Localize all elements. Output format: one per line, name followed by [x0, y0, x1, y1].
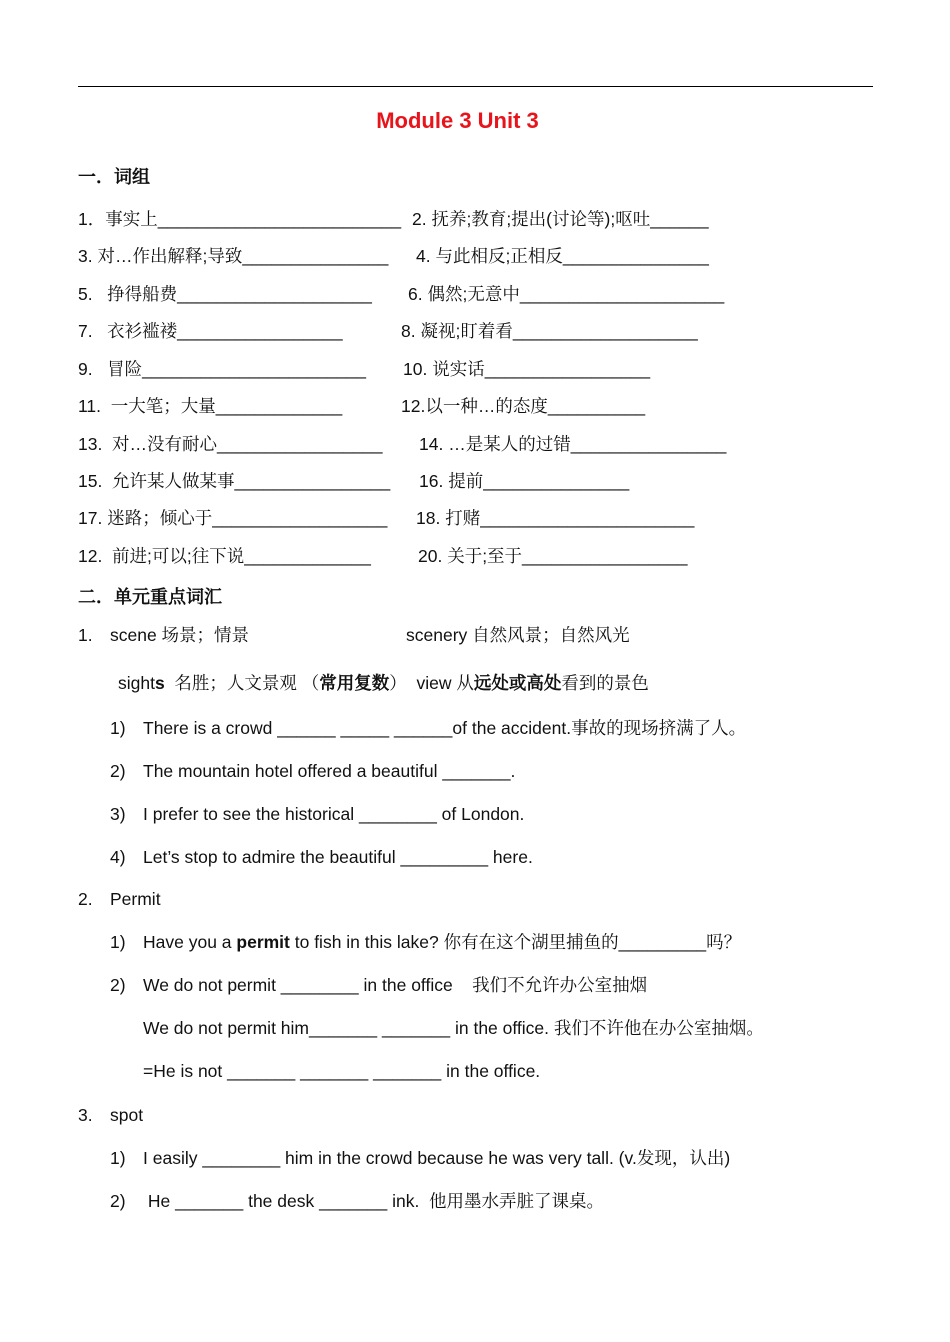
- phrase-8: 8. 凝视;盯着看___________________: [401, 321, 698, 341]
- phrase-17: 17. 迷路；倾心于__________________: [78, 508, 388, 528]
- item2-number: 2.: [78, 889, 93, 909]
- phrase-15: 15. 允许某人做某事________________: [78, 471, 391, 491]
- example-sentence: I easily ________ him in the crowd because he was very tall. (v.发现，认出): [143, 1148, 731, 1168]
- phrase-5: 5. 挣得船费____________________: [78, 284, 372, 304]
- example-sentence: The mountain hotel offered a beautiful _______.: [143, 761, 516, 781]
- section2-heading: 二．单元重点词汇: [78, 587, 222, 607]
- example-sentence: I prefer to see the historical ________ of London.: [143, 804, 525, 824]
- phrase-10: 10. 说实话_________________: [403, 359, 651, 379]
- page-title: Module 3 Unit 3: [376, 108, 539, 133]
- example-number: 2): [110, 975, 126, 995]
- example-sentence: Have you a permit to fish in this lake? 你有在这个湖里捕鱼的_________吗？: [143, 932, 742, 952]
- phrase-9: 9. 冒险_______________________: [78, 359, 367, 379]
- header-rule: [78, 86, 873, 87]
- item1-number: 1.: [78, 625, 93, 645]
- scene-definition: scene 场景；情景: [110, 625, 250, 645]
- example-sentence: We do not permit ________ in the office 我们不允许办公室抽烟: [143, 975, 648, 995]
- phrase-3: 3. 对…作出解释;导致_______________: [78, 246, 389, 266]
- example-sentence: There is a crowd ______ _____ ______of the accident.事故的现场挤满了人。: [143, 718, 747, 738]
- example-sentence: =He is not _______ _______ _______ in the office.: [143, 1061, 541, 1081]
- phrase-2: 2. 抚养;教育;提出(讨论等);呕吐______: [412, 209, 709, 229]
- example-number: 1): [110, 932, 126, 952]
- example-number: 1): [110, 718, 126, 738]
- phrase-14: 14. …是某人的过错________________: [419, 434, 727, 454]
- scenery-definition: scenery 自然风景；自然风光: [406, 625, 630, 645]
- phrase-19: 12. 前进;可以;往下说_____________: [78, 546, 371, 566]
- phrase-18: 18. 打赌______________________: [416, 508, 695, 528]
- item3-word: spot: [110, 1105, 144, 1125]
- phrase-13: 13. 对…没有耐心_________________: [78, 434, 383, 454]
- item2-word: Permit: [110, 889, 161, 909]
- phrase-6: 6. 偶然;无意中_____________________: [408, 284, 725, 304]
- phrase-11: 11. 一大笔；大量_____________: [78, 396, 343, 416]
- phrase-12: 12.以一种…的态度__________: [401, 396, 646, 416]
- example-sentence: He _______ the desk _______ ink. 他用墨水弄脏了课桌。: [143, 1191, 605, 1211]
- phrase-1: 1．事实上_________________________: [78, 209, 402, 229]
- item3-number: 3.: [78, 1105, 93, 1125]
- phrase-16: 16. 提前_______________: [419, 471, 630, 491]
- phrase-7: 7. 衣衫褴褛_________________: [78, 321, 343, 341]
- example-number: 4): [110, 847, 126, 867]
- example-number: 2): [110, 761, 126, 781]
- example-sentence: Let’s stop to admire the beautiful _________ here.: [143, 847, 533, 867]
- example-number: 2): [110, 1191, 126, 1211]
- phrase-4: 4. 与此相反;正相反_______________: [416, 246, 709, 266]
- sights-view-definition: sights 名胜；人文景观 （常用复数） view 从远处或高处看到的景色: [118, 673, 649, 693]
- example-number: 1): [110, 1148, 126, 1168]
- phrase-20: 20. 关于;至于_________________: [418, 546, 688, 566]
- section1-heading: 一．词组: [78, 167, 150, 187]
- example-number: 3): [110, 804, 126, 824]
- example-sentence: We do not permit him_______ _______ in the office. 我们不许他在办公室抽烟。: [143, 1018, 764, 1038]
